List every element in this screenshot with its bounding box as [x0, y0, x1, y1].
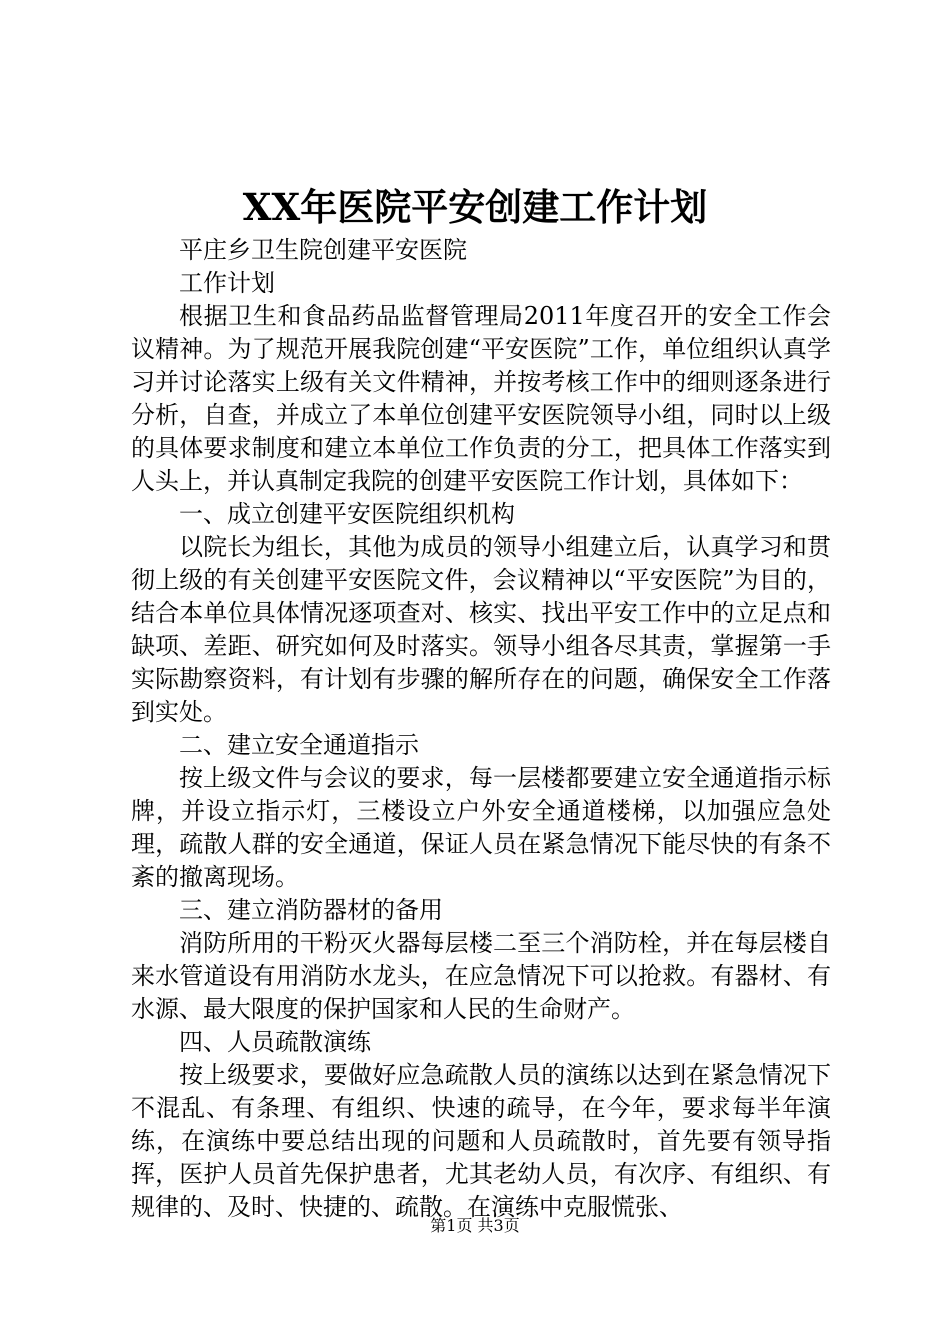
document-body [131, 234, 831, 1224]
paragraph-subtitle: 工作计划 [179, 269, 275, 297]
paragraph-org-name: 平庄乡卫生院创建平安医院 [179, 236, 467, 264]
section-body-1: 以院长为组长，其他为成员的领导小组建立后，认真学习和贯彻上级的有关创建平安医院文件，会议精神以“平安医院”为目的，结合本单位具体情况逐项查对、核实、找出平安工作中的立足点和缺项、差距、研究如何及时落实。领导小组各尽其责，掌握第一手实际勘察资料，有计划有步骤的解所存在的问题，确保安全工作落到实处。 [131, 533, 831, 726]
paragraph-intro: 根据卫生和食品药品监督管理局2011年度召开的安全工作会议精神。为了规范开展我院创建“平安医院”工作，单位组织认真学习并讨论落实上级有关文件精神，并按考核工作中的细则逐条进行分析，自查，并成立了本单位创建平安医院领导小组，同时以上级的具体要求制度和建立本单位工作负责的分工，把具体工作落实到人头上，并认真制定我院的创建平安医院工作计划，具体如下： [131, 302, 831, 495]
section-body-3: 消防所用的干粉灭火器每层楼二至三个消防栓，并在每层楼自来水管道设有用消防水龙头，在应急情况下可以抢救。有器材、有水源、最大限度的保护国家和人民的生命财产。 [131, 929, 831, 1023]
page-footer: 第1页 共3页 [430, 1216, 520, 1235]
section-body-4: 按上级要求，要做好应急疏散人员的演练以达到在紧急情况下不混乱、有条理、有组织、快速的疏导，在今年，要求每半年演练，在演练中要总结出现的问题和人员疏散时，首先要有领导指挥，医护人员首先保护患者，尤其老幼人员，有次序、有组织、有规律的、及时、快捷的、疏散。在演练中克服慌张、 [131, 1061, 831, 1221]
document-title: XX年医院平安创建工作计划 [242, 185, 708, 229]
section-body-2: 按上级文件与会议的要求，每一层楼都要建立安全通道指示标牌，并设立指示灯，三楼设立户外安全通道楼梯，以加强应急处理，疏散人群的安全通道，保证人员在紧急情况下能尽快的有条不紊的撤离现场。 [131, 764, 831, 891]
section-heading-4: 四、人员疏散演练 [179, 1028, 371, 1056]
section-heading-3: 三、建立消防器材的备用 [179, 896, 443, 924]
section-heading-1: 一、成立创建平安医院组织机构 [179, 500, 515, 528]
section-heading-2: 二、建立安全通道指示 [179, 731, 419, 759]
